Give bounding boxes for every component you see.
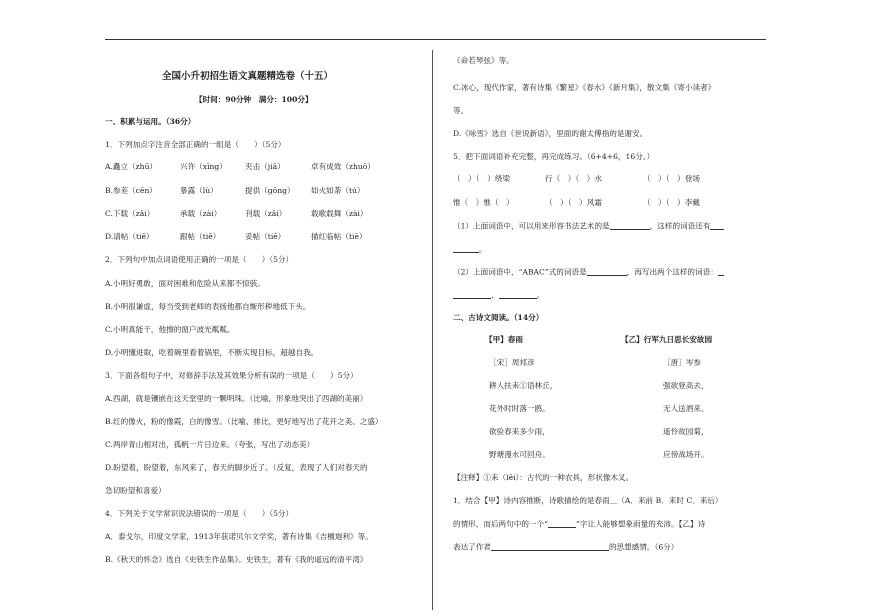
q3-stem: 3．下面各组句子中，对修辞手法及其效果分析有误的一项是（ ）5分）	[105, 371, 358, 380]
poem-q1-text: 的思想感情。（6分）	[608, 542, 679, 552]
q5-word-cell[interactable]: 行（ ）（ ）水	[545, 174, 602, 183]
answer-blank[interactable]	[499, 291, 537, 299]
q1-option-cell: 卓有成效（zhuō）	[311, 162, 375, 171]
answer-blank[interactable]	[453, 291, 491, 299]
poem-q1: 1．结合【甲】诗内容推断，诗歌描绘的是春雨＿（A．来前 B．来时 C．来后）	[453, 496, 723, 505]
answer-blank[interactable]	[453, 245, 479, 253]
q1-option-cell: B.参差（cēn）	[105, 186, 158, 195]
q4-option: B.《秋天的怀念》选自《史铁生作品集》。史铁生，著有《我的遥远的清平湾》	[105, 555, 368, 564]
exam-subtitle: 【时间：90分钟 满分：100分】	[195, 95, 313, 104]
q5-sub2-text: ，再写出两个这样的词语：	[626, 267, 718, 277]
q5-sub2-cont: 、 。	[453, 291, 544, 299]
poem-a-line: 耕人扶耒①语林丘，	[489, 381, 558, 390]
poem-b-line: 无人送酒来。	[663, 404, 709, 413]
poem-note: 【注释】①耒（lěi）：古代的一种农具，形状像木叉。	[453, 473, 634, 482]
q1-option-cell: 夹击（jiā）	[245, 162, 285, 171]
q4-option: C.冰心，现代作家，著有诗集《繁星》《春水》《新月集》，散文集《寄小读者》	[453, 83, 716, 92]
poem-a-line: 欲验春来多少雨，	[489, 427, 550, 436]
poem-a-author: ［宋］周邦彦	[489, 358, 535, 367]
poem-a-line: 花外时时落一鸥。	[489, 404, 550, 413]
q3-option: B.红的像火，粉的像霞，白的像雪。（比喻、排比，更好地写出了花开之美、之盛）	[105, 417, 383, 426]
q3-option: A.西湖，就是镶嵌在这天堂里的一颗明珠。（比喻，形象地突出了西湖的美丽）	[105, 394, 368, 403]
answer-blank[interactable]	[710, 222, 724, 230]
q5-sub1-cont: 。	[453, 245, 487, 253]
q2-option: A.小明好勇敢，面对困难和危险从来都不惊骇。	[105, 279, 265, 288]
q4-option: A．泰戈尔，印度文学家，1913年获诺贝尔文学奖，著有诗集《吉檀迦利》等。	[105, 532, 373, 541]
poem-q1-cont	[453, 543, 678, 551]
poem-b-author: ［唐］岑参	[663, 358, 701, 367]
q3-option-cont: 急切盼望和喜爱）	[105, 486, 166, 495]
q4-option-cont: 《命若琴弦》等。	[453, 56, 514, 65]
poem-b-line: 强欲登高去，	[663, 381, 709, 390]
q1-option-cell: 描红临帖（tiè）	[311, 232, 367, 241]
q1-option-cell: 兴许（xīng）	[180, 162, 227, 171]
q1-option-cell: 承载（zài）	[180, 209, 222, 218]
q2-option: D.小明懂进取，吃着碗里看着锅里，不断实现目标，超越自我。	[105, 348, 319, 357]
q5-word-cell[interactable]: （ ）（ ）绕梁	[453, 174, 510, 183]
q1-option-cell: 载歌载舞（zài）	[311, 209, 368, 218]
q4-stem: 4．下列关于文学常识说法错误的一项是（ ）（5分）	[105, 509, 294, 518]
q5-sub2	[453, 268, 724, 276]
q1-option-cell: 提供（gōng）	[245, 186, 295, 195]
section-1-heading: 一、积累与运用。（36分）	[105, 117, 196, 126]
q5-word-cell[interactable]: （ ）（ ）登场	[643, 174, 700, 183]
q1-option-cell: 妥帖（tiē）	[245, 232, 286, 241]
answer-blank[interactable]	[718, 268, 724, 276]
answer-blank[interactable]	[491, 543, 609, 551]
exam-title: 全国小升初招生语文真题精选卷（十五）	[162, 71, 334, 82]
q2-option: B.小明很谦虚，每当受到老师的表扬他都自惭形秽地低下头。	[105, 302, 311, 311]
q5-sub1	[453, 222, 724, 230]
poem-q1-cont	[453, 520, 705, 528]
answer-blank[interactable]	[587, 268, 627, 276]
q5-sub2-text: （2）上面词语中，“ABAC”式的词语是	[453, 267, 587, 277]
q2-stem: 2．下列句中加点词语使用正确的一项是（ ）（5分）	[105, 255, 294, 264]
header-rule	[105, 39, 766, 40]
q1-option-cell: 如火如荼（tú）	[311, 186, 365, 195]
poem-a-title: 【甲】春雨	[485, 335, 523, 344]
q3-option: D.盼望着，盼望着，东风来了，春天的脚步近了。（反复，表现了人们对春天的	[105, 463, 368, 472]
poem-b-line: 遥怜故园菊，	[663, 427, 709, 436]
q1-option-cell: A.矗立（zhū）	[105, 162, 158, 171]
q5-word-cell[interactable]: （ ）（ ）李戴	[643, 198, 700, 207]
q5-sub1-text: ，这样的词语还有	[649, 221, 711, 231]
q4-option-cont: 等。	[453, 106, 469, 115]
poem-q1-text: 的情形，而后两句中的一个“	[453, 519, 549, 529]
q1-option-cell: 暴露（lù）	[180, 186, 218, 195]
poem-b-title: 【乙】行军九日思长安故园	[621, 335, 713, 344]
q1-option-cell: C.下载（zǎi）	[105, 209, 155, 218]
q1-option-cell: 跟帖（tiě）	[180, 232, 221, 241]
q1-option-cell: 刊载（zǎi）	[245, 209, 287, 218]
poem-a-line: 野塘漫水可回舟。	[489, 450, 550, 459]
column-divider	[432, 50, 433, 610]
q1-option-cell: D.请帖（tiě）	[105, 232, 154, 241]
q5-word-cell[interactable]: 惟（ ）惟（ ）	[453, 198, 514, 207]
q5-sub1-text: （1）上面词语中，可以用来形容书法艺术的是	[453, 221, 610, 231]
poem-b-line: 应傍战场开。	[663, 450, 709, 459]
q2-option: C.小明真能干，他擦的窗户波光粼粼。	[105, 325, 235, 334]
q3-option: C.两岸青山相对出，孤帆一片日边来。（夸张，写出了动态美）	[105, 440, 315, 449]
answer-blank[interactable]	[610, 222, 650, 230]
poem-q1-text: 表达了作者	[453, 542, 491, 552]
q5-stem: 5．把下面词语补充完整，再完成练习。（6+4+6，16分。）	[453, 152, 655, 161]
answer-blank[interactable]	[548, 520, 576, 528]
q4-option: D.《咏雪》选自《世说新语》，里面的谢太傅指的是谢安。	[453, 129, 648, 138]
poem-q1-text: ”字让人能够想象雨量的充沛。【乙】诗	[576, 519, 706, 529]
q1-stem: 1．下列加点字注音全部正确的一组是（ ）（5分）	[105, 140, 286, 149]
section-2-heading: 二、古诗文阅读。（14分）	[453, 313, 544, 322]
q5-word-cell[interactable]: （ ）（ ）风霜	[545, 198, 602, 207]
